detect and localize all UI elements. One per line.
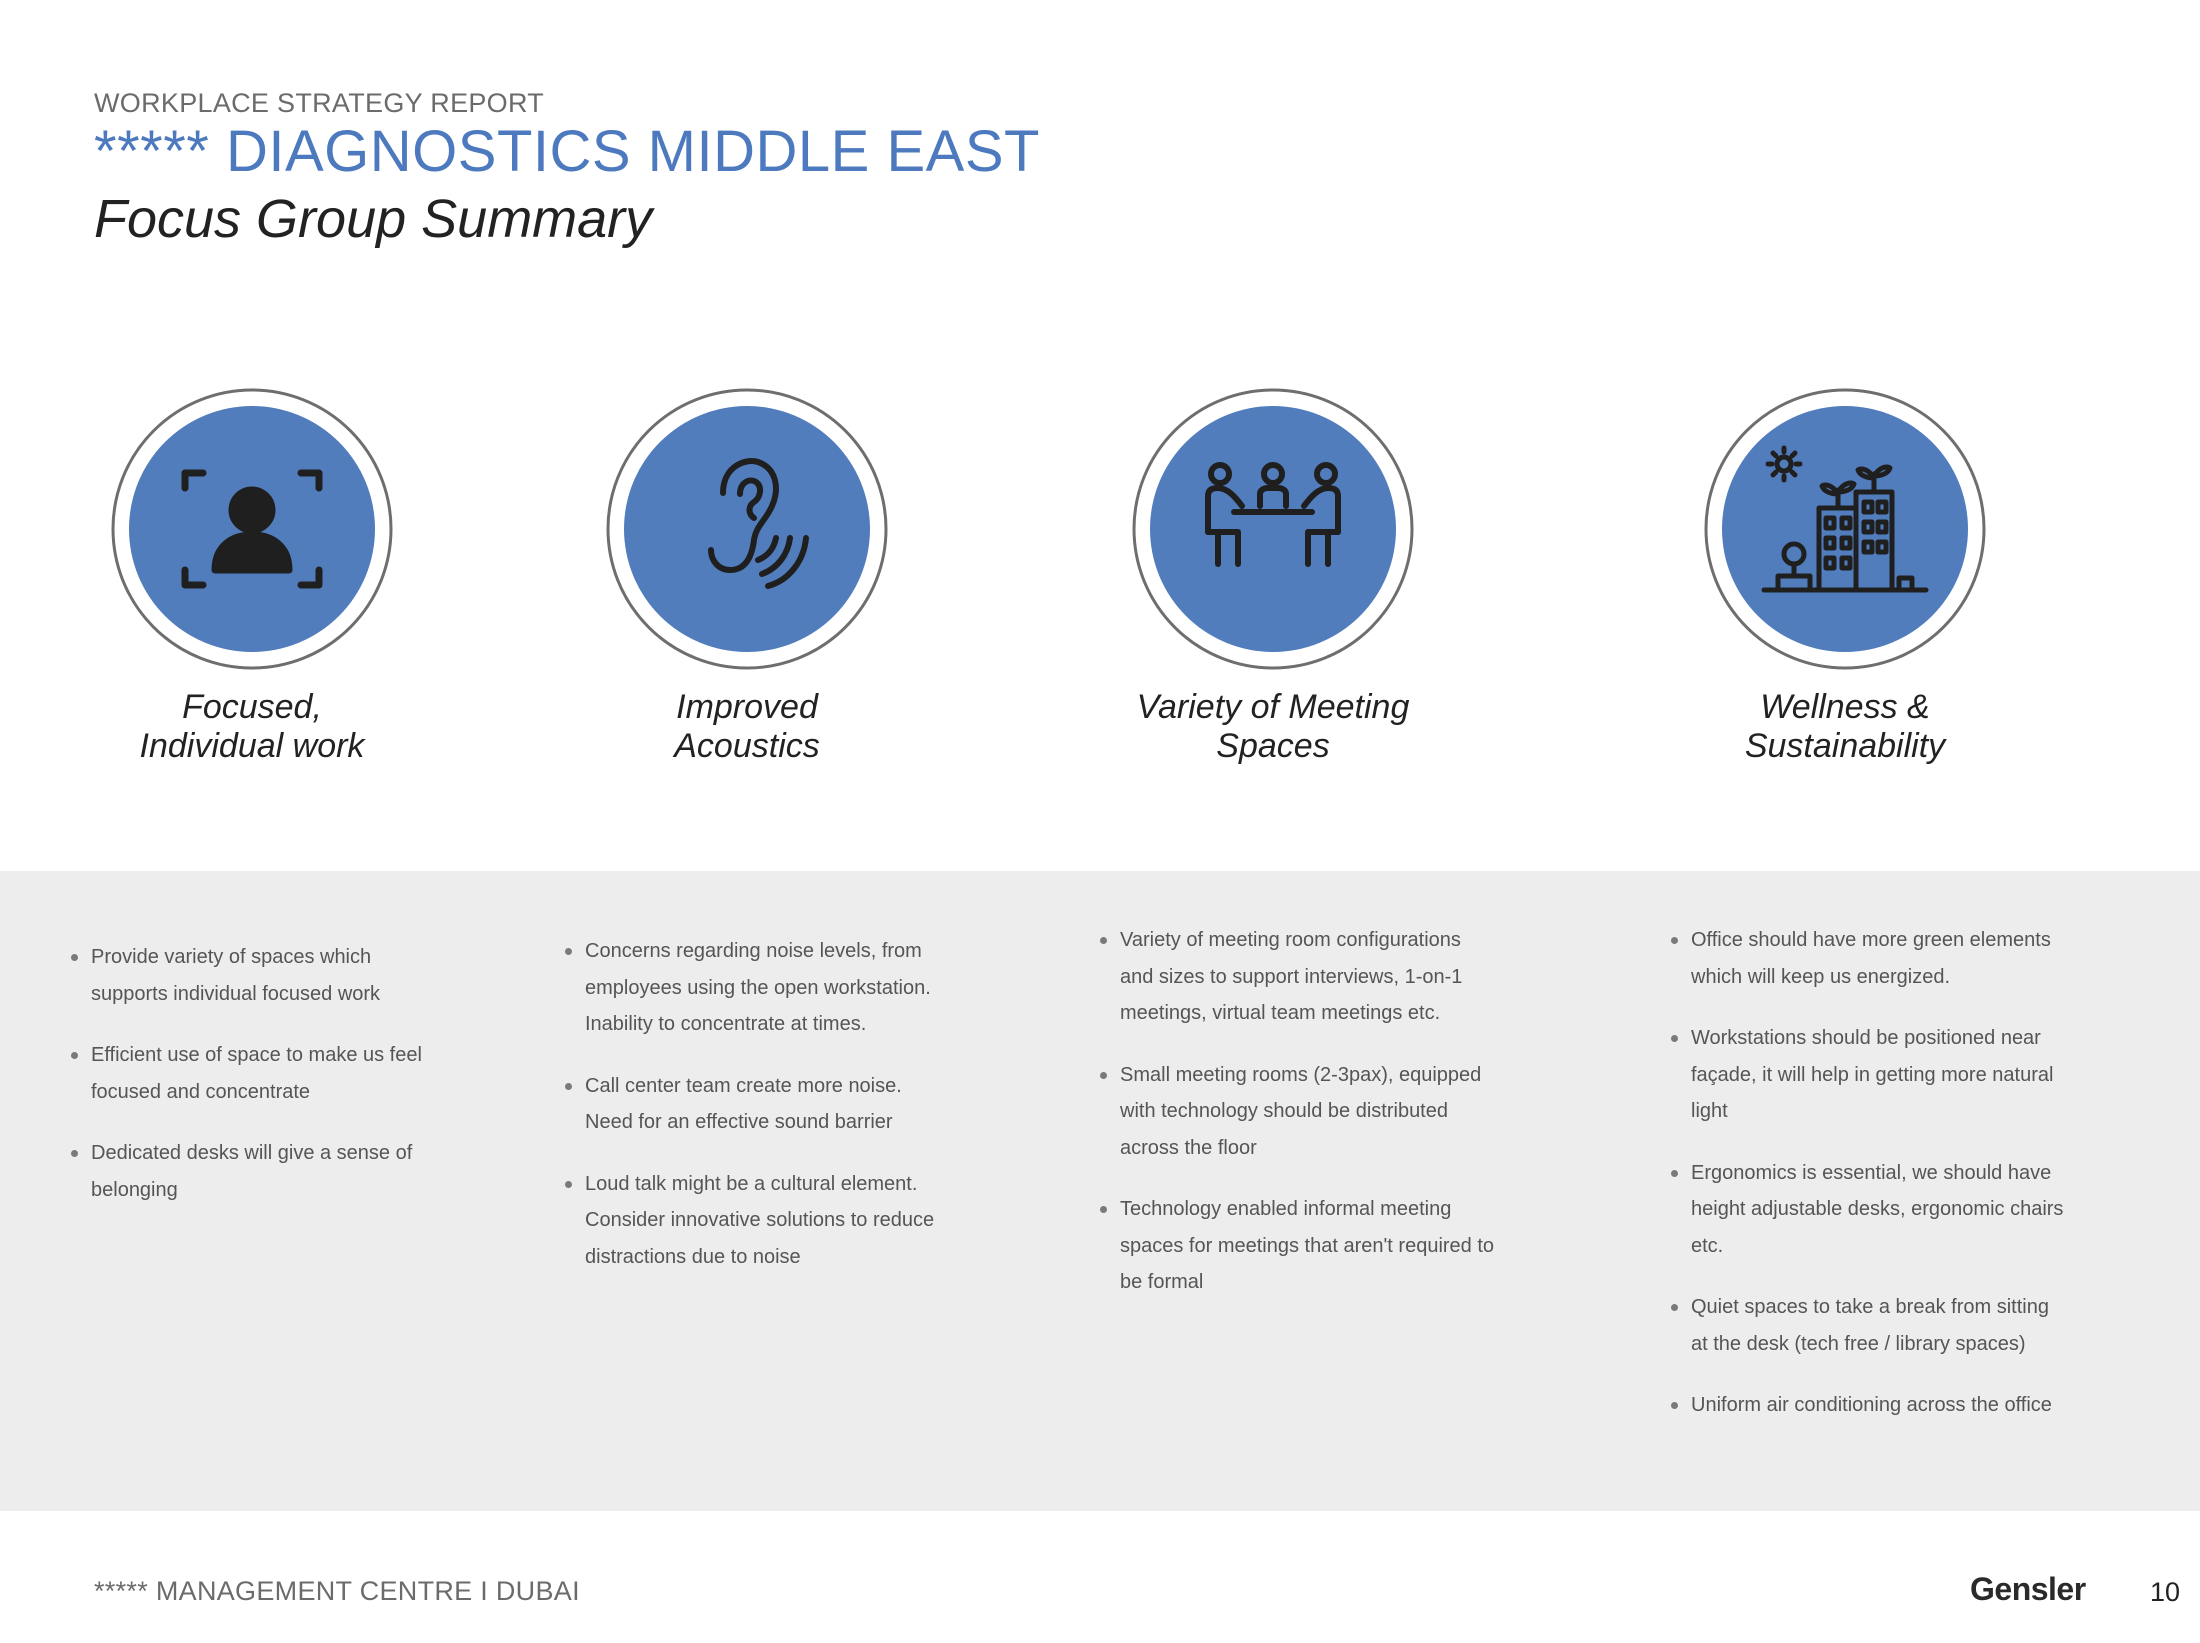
theme-label-line1: Focused, xyxy=(182,688,322,726)
list-item: Call center team create more noise. Need for an effective sound barrier xyxy=(565,1068,945,1141)
theme-label xyxy=(1585,688,2105,766)
theme-badge xyxy=(1132,388,1414,670)
list-item: Dedicated desks will give a sense of belonging xyxy=(71,1135,451,1208)
theme-label xyxy=(487,688,1007,766)
list-item: Quiet spaces to take a break from sitting at the desk (tech free / library spaces) xyxy=(1671,1289,2071,1362)
report-title: ***** DIAGNOSTICS MIDDLE EAST xyxy=(94,119,1040,184)
list-item: Variety of meeting room configurations and sizes to support interviews, 1-on-1 meetings, virtual team meetings etc. xyxy=(1100,922,1495,1032)
list-item: Efficient use of space to make us feel focused and concentrate xyxy=(71,1037,451,1110)
theme-wellness xyxy=(1585,388,2105,766)
bullets-meeting-spaces xyxy=(1100,922,1495,1326)
list-item: Loud talk might be a cultural element. Consider innovative solutions to reduce distractions due to noise xyxy=(565,1166,945,1276)
theme-badge xyxy=(111,388,393,670)
list-item: Technology enabled informal meeting spaces for meetings that aren't required to be formal xyxy=(1100,1191,1495,1301)
theme-focused-work xyxy=(0,388,512,766)
theme-label xyxy=(0,688,512,766)
list-item: Ergonomics is essential, we should have height adjustable desks, ergonomic chairs etc. xyxy=(1671,1155,2071,1265)
list-item: Provide variety of spaces which supports individual focused work xyxy=(71,939,451,1012)
theme-label-line2: Sustainability xyxy=(1744,727,1946,765)
bullets-acoustics xyxy=(565,933,945,1300)
theme-badge xyxy=(606,388,888,670)
list-item: Small meeting rooms (2-3pax), equipped with technology should be distributed across the floor xyxy=(1100,1057,1495,1167)
bullets-wellness xyxy=(1671,922,2071,1449)
theme-label-line1: Variety of Meeting xyxy=(1136,688,1410,726)
header-kicker: WORKPLACE STRATEGY REPORT xyxy=(94,88,545,118)
list-item: Concerns regarding noise levels, from employees using the open workstation. Inability to concentrate at times. xyxy=(565,933,945,1043)
gensler-logo: Gensler xyxy=(1970,1571,2086,1607)
theme-label-line2: Acoustics xyxy=(674,727,820,765)
theme-badge xyxy=(1704,388,1986,670)
list-item: Uniform air conditioning across the office xyxy=(1671,1387,2071,1424)
theme-label-line1: Wellness & xyxy=(1760,688,1930,726)
theme-label xyxy=(1013,688,1533,766)
footer-location: ***** MANAGEMENT CENTRE I DUBAI xyxy=(94,1576,580,1606)
theme-acoustics xyxy=(487,388,1007,766)
bullets-focused-work xyxy=(71,939,451,1233)
theme-label-line2: Spaces xyxy=(1216,727,1330,765)
theme-label-line2: Individual work xyxy=(139,727,365,765)
theme-meeting-spaces xyxy=(1013,388,1533,766)
page-title: Focus Group Summary xyxy=(94,189,653,249)
page-number: 10 xyxy=(2150,1577,2181,1607)
list-item: Workstations should be positioned near façade, it will help in getting more natural light xyxy=(1671,1020,2071,1130)
list-item: Office should have more green elements which will keep us energized. xyxy=(1671,922,2071,995)
theme-label-line1: Improved xyxy=(676,688,818,726)
